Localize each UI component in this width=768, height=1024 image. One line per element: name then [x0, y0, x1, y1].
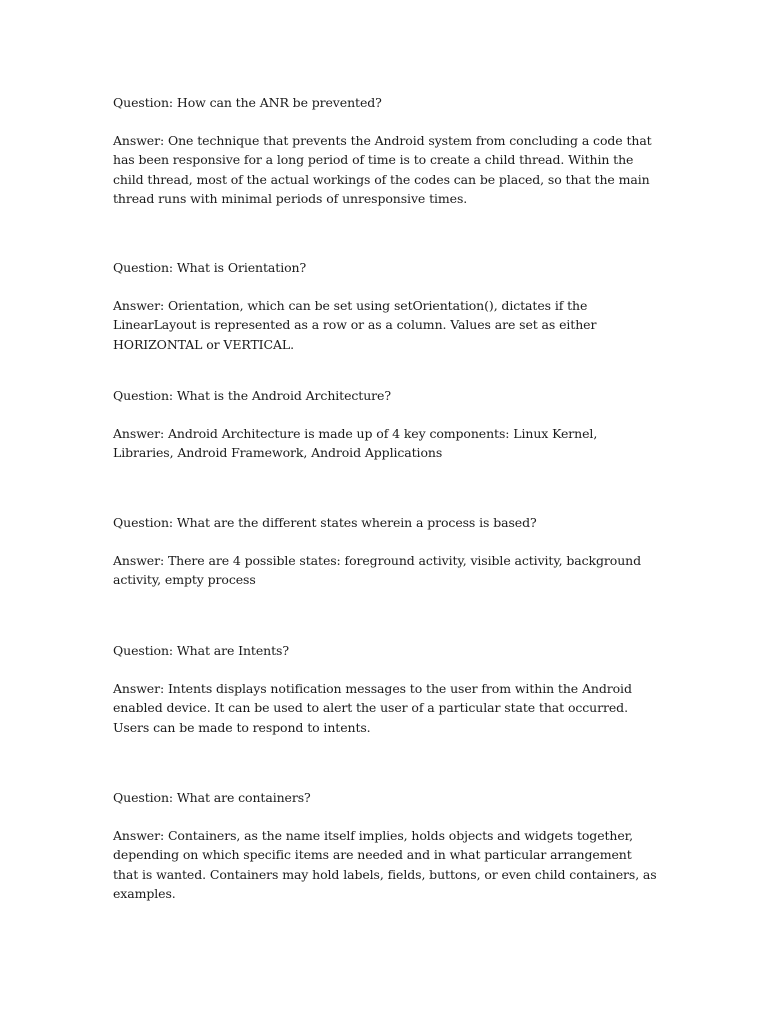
qa-block-architecture — [113, 386, 658, 463]
answer-text: Answer: Containers, as the name itself implies, holds objects and widgets together, depending on which specific items are needed and in what particular arrangement that is wanted. Containers may hold labels, fields, buttons, or even child containers, as examples. — [113, 828, 657, 901]
answer-text: Answer: Android Architecture is made up of 4 key components: Linux Kernel, Libraries, Android Framework, Android Applications — [113, 426, 598, 461]
question-text: Question: What is the Android Architecture? — [113, 388, 391, 403]
qa-block-anr — [113, 93, 658, 208]
qa-block-containers — [113, 788, 658, 903]
question-text: Question: What are Intents? — [113, 643, 289, 658]
qa-block-intents — [113, 641, 658, 737]
qa-block-process-states — [113, 513, 658, 590]
answer-text: Answer: One technique that prevents the Android system from concluding a code that has been responsive for a long period of time is to create a child thread. Within the child thread, most of the actual workings of the codes can be placed, so that the main thread runs with minimal periods of unresponsive times. — [113, 133, 652, 206]
question-text: Question: What are the different states wherein a process is based? — [113, 515, 537, 530]
answer-text: Answer: Intents displays notification messages to the user from within the Android enabled device. It can be used to alert the user of a particular state that occurred. Users can be made to respond to intents. — [113, 681, 632, 735]
qa-block-orientation — [113, 258, 658, 354]
answer-text: Answer: Orientation, which can be set using setOrientation(), dictates if the LinearLayout is represented as a row or as a column. Values are set as either HORIZONTAL or VERTICAL. — [113, 298, 597, 352]
question-text: Question: What are containers? — [113, 790, 311, 805]
question-text: Question: What is Orientation? — [113, 260, 307, 275]
question-text: Question: How can the ANR be prevented? — [113, 95, 382, 110]
answer-text: Answer: There are 4 possible states: foreground activity, visible activity, background activity, empty process — [113, 553, 642, 588]
